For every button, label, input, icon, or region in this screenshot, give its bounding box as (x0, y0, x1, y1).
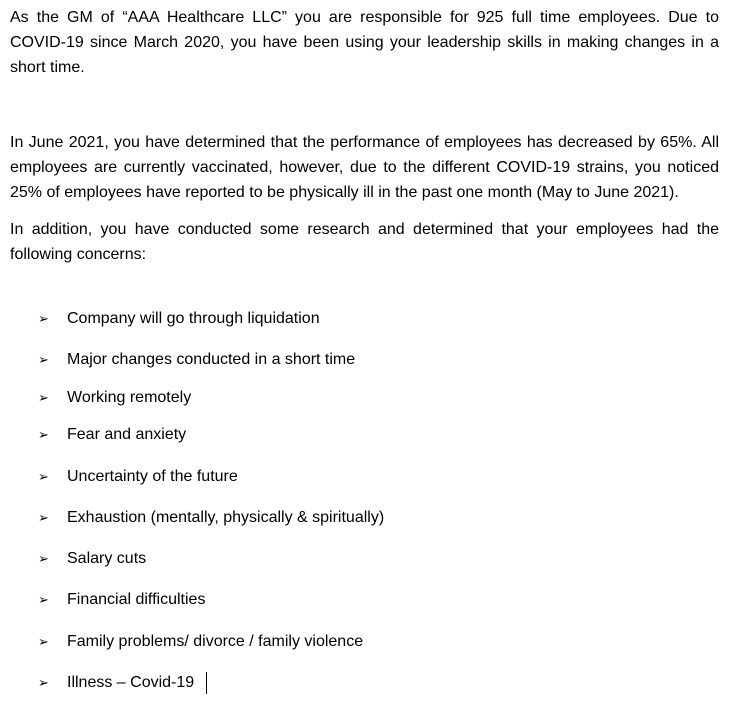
list-item-text: Exhaustion (mentally, physically & spiritually) (67, 509, 385, 526)
list-item-text: Company will go through liquidation (67, 310, 320, 327)
list-item-text: Financial difficulties (67, 591, 206, 608)
performance-paragraph: In June 2021, you have determined that the performance of employees has decreased by 65%. All employees are currently vaccinated, however, due to the different COVID-19 strains, you noticed 25% of employees have reported to be physically ill in the past one month (May to June 2021). (10, 134, 719, 201)
arrow-bullet-icon: ➢ (38, 551, 49, 566)
arrow-bullet-icon: ➢ (38, 592, 49, 607)
list-item (38, 672, 207, 694)
list-item (38, 387, 191, 409)
list-item (38, 589, 205, 611)
list-item (38, 548, 146, 570)
list-item-text: Illness – Covid-19 (67, 674, 195, 691)
list-item (38, 424, 186, 446)
list-item-text: Working remotely (67, 389, 192, 406)
intro-paragraph: As the GM of “AAA Healthcare LLC” you are responsible for 925 full time employees. Due to COVID-19 since March 2020, you have been using your leadership skills in making changes in a short time. (10, 9, 719, 76)
list-item-text: Family problems/ divorce / family violence (67, 633, 364, 650)
list-item (38, 308, 320, 330)
arrow-bullet-icon: ➢ (38, 390, 49, 405)
arrow-bullet-icon: ➢ (38, 427, 49, 442)
list-item (38, 349, 355, 371)
list-item-text: Fear and anxiety (67, 426, 187, 443)
arrow-bullet-icon: ➢ (38, 469, 49, 484)
concerns-intro-paragraph: In addition, you have conducted some research and determined that your employees had the following concerns: (10, 221, 719, 263)
list-item (38, 507, 384, 529)
arrow-bullet-icon: ➢ (38, 352, 49, 367)
concerns-list (38, 0, 718, 709)
arrow-bullet-icon: ➢ (38, 675, 49, 690)
list-item-text: Major changes conducted in a short time (67, 351, 356, 368)
list-item-text: Uncertainty of the future (67, 468, 238, 485)
list-item (38, 466, 238, 488)
arrow-bullet-icon: ➢ (38, 634, 49, 649)
arrow-bullet-icon: ➢ (38, 510, 49, 525)
list-item (38, 631, 363, 653)
list-item-text: Salary cuts (67, 550, 147, 567)
arrow-bullet-icon: ➢ (38, 311, 49, 326)
text-cursor (206, 672, 207, 694)
